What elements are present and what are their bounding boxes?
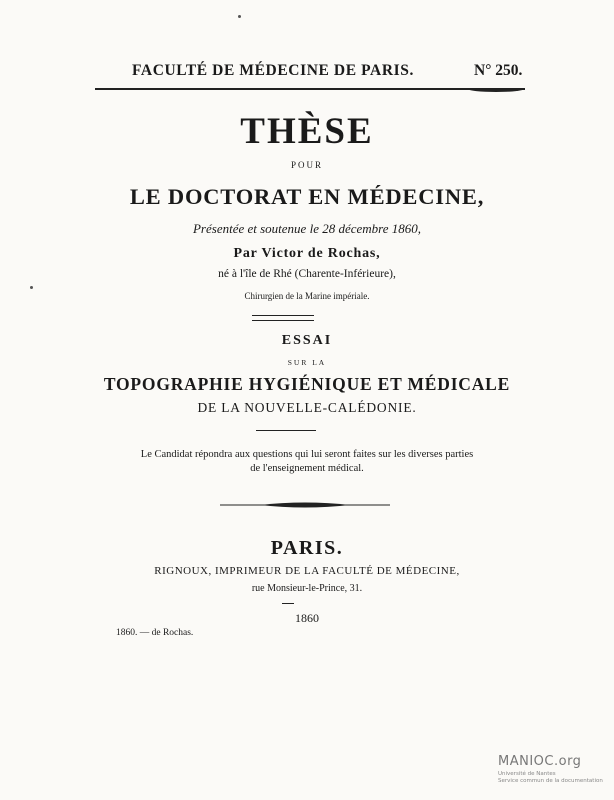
imprint-year: 1860 bbox=[295, 611, 319, 625]
thesis-title: THÈSE bbox=[240, 111, 374, 152]
ink-speck bbox=[30, 286, 33, 289]
thesis-number: N° 250. bbox=[474, 62, 523, 79]
author-role: Chirurgien de la Marine impériale. bbox=[244, 291, 370, 301]
ink-speck bbox=[238, 15, 241, 18]
manioc-subtitle-line-1: Université de Nantes bbox=[498, 771, 556, 777]
presentation-date: Présentée et soutenue le 28 décembre 1860, bbox=[192, 221, 422, 236]
manioc-subtitle-line-2: Service commun de la documentation bbox=[498, 778, 603, 784]
imprint-printer: RIGNOUX, IMPRIMEUR DE LA FACULTÉ DE MÉDECINE, bbox=[154, 565, 460, 577]
section-divider bbox=[252, 315, 314, 321]
candidate-notice-line-1: Le Candidat répondra aux questions qui lui seront faites sur les diverses parties bbox=[140, 449, 474, 460]
year-dash bbox=[282, 603, 294, 604]
ornamental-rule bbox=[220, 500, 390, 510]
imprint-address: rue Monsieur-le-Prince, 31. bbox=[251, 583, 363, 594]
handwritten-note: 1860. — de Rochas. bbox=[116, 628, 194, 638]
manioc-logo: MANIOC.org bbox=[498, 754, 582, 769]
author-birthplace: né à l'île de Rhé (Charente-Inférieure), bbox=[218, 268, 396, 280]
author-name: Par Victor de Rochas, bbox=[233, 246, 381, 261]
header-rule bbox=[95, 88, 525, 90]
essay-label: ESSAI bbox=[281, 333, 333, 348]
header-rule-flourish bbox=[468, 86, 524, 92]
imprint-city: PARIS. bbox=[270, 537, 344, 559]
degree-title: LE DOCTORAT EN MÉDECINE, bbox=[129, 184, 485, 209]
short-divider bbox=[256, 430, 316, 431]
essay-topic: TOPOGRAPHIE HYGIÉNIQUE ET MÉDICALE bbox=[103, 374, 511, 394]
manioc-subtitle bbox=[498, 771, 608, 785]
faculty-heading: FACULTÉ DE MÉDECINE DE PARIS. bbox=[132, 62, 414, 79]
candidate-notice bbox=[0, 448, 614, 476]
essay-place: DE LA NOUVELLE-CALÉDONIE. bbox=[197, 400, 417, 415]
sur-la-label: SUR LA bbox=[287, 358, 327, 367]
pour-label: POUR bbox=[290, 160, 323, 170]
candidate-notice-line-2: de l'enseignement médical. bbox=[250, 463, 364, 474]
